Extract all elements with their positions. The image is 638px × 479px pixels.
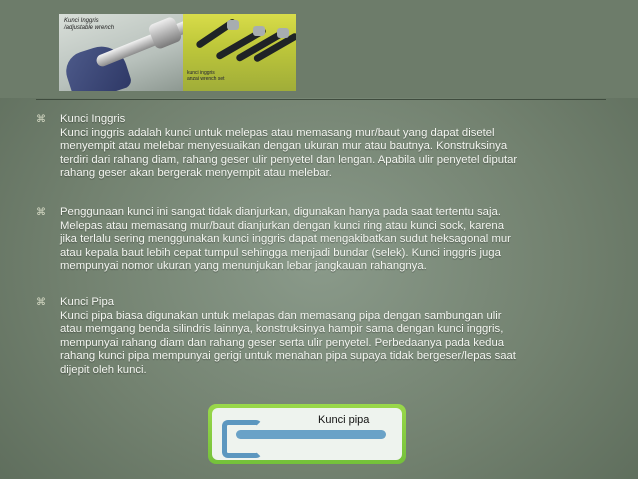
bullet-line: jika terlalu sering menggunakan kunci inggris dapat mengakibatkan sudut heksagonal mur: [60, 233, 511, 246]
caption-line: Kunci Inggris: [64, 18, 99, 24]
bullet-line: Kunci Inggris: [60, 113, 126, 125]
bullet-line: mempunyai nomor ukuran yang menunjukan lebar jangkauan rahangnya.: [60, 260, 427, 273]
wrench-head: [277, 28, 289, 38]
caption-line: anzai wrench set: [187, 76, 225, 82]
wrench-set-photo: [183, 14, 296, 91]
bullet-line: Kunci inggris adalah kunci untuk melepas atau memasang mur/baut yang dapat disetel: [60, 126, 495, 139]
pipe-wrench-handle-shape: [236, 430, 386, 439]
bullet-line: Melepas atau memasang mur/baut dianjurkan dengan kunci ring atau kunci sock, karena: [60, 219, 504, 232]
pipe-wrench-panel: [212, 408, 402, 460]
divider-line: [36, 99, 606, 100]
bullet-icon: ⌘: [36, 114, 46, 125]
pipe-wrench-photo: [208, 404, 406, 464]
bullet-line: Kunci Pipa: [60, 296, 115, 308]
pipe-wrench-caption: Kunci pipa: [318, 414, 370, 426]
wrench-set-caption: [187, 70, 225, 82]
caption-line: /adjustable wrench: [64, 25, 115, 31]
bullet-text: [60, 113, 608, 181]
bullet-line: menyempit atau melebar menyesuaikan dengan ukuran mur atau bautnya. Konstruksinya: [60, 140, 508, 153]
bullet-text: [60, 296, 608, 378]
bullet-line: Penggunaan kunci ini sangat tidak dianjurkan, digunakan hanya pada saat tertentu saja.: [60, 206, 501, 218]
bullet-text: [60, 206, 608, 274]
bullet-icon: ⌘: [36, 207, 46, 218]
bullet-line: rahang kunci pipa mempunyai gerigi untuk menahan pipa supaya tidak bergeser/lepas saat: [60, 350, 516, 363]
wrench-head: [253, 26, 265, 36]
bullet-line: Kunci pipa biasa digunakan untuk melapas dan memasang pipa dengan sambungan ulir: [60, 309, 502, 322]
pipe-wrench-jaw-shape: [222, 420, 262, 458]
adjustable-wrench-photo: [59, 14, 183, 91]
bullet-line: mempunyai rahang diam dan rahang geser serta ulir penyetel. Perbedaanya pada kedua: [60, 336, 505, 349]
adjustable-wrench-caption: [64, 18, 114, 32]
caption-line: kunci inggris: [187, 70, 215, 76]
bullet-icon: ⌘: [36, 297, 46, 308]
bullet-line: atau memgang benda silindris lainnya, konstruksinya hampir sama dengan kunci inggris,: [60, 323, 504, 336]
bullet-line: dijepit oleh kunci.: [60, 363, 147, 376]
bullet-line: rahang geser akan bergerak menyempit atau melebar.: [60, 167, 332, 180]
bullet-line: atau kepala baut lebih cepat tumpul sehingga menjadi bundar (selek). Kunci inggris juga: [60, 246, 501, 259]
wrench-head: [227, 20, 239, 30]
bullet-line: terdiri dari rahang diam, rahang geser ulir penyetel dan lengan. Apabila ulir penyetel diputar: [60, 153, 518, 166]
